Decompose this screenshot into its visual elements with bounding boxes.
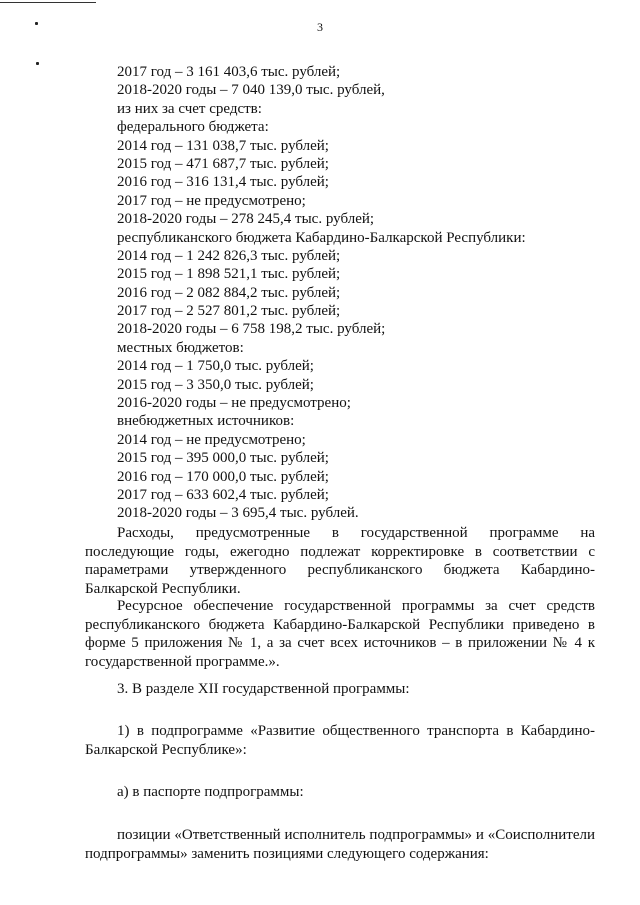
funding-list — [117, 63, 597, 523]
scan-top-line — [0, 2, 96, 3]
scan-mark — [36, 62, 39, 65]
subprogram-paragraph: 1) в подпрограмме «Развитие общественного транспорта в Кабардино-Балкарской Республике»: — [85, 723, 595, 758]
funding-line: из них за счет средств: — [117, 100, 262, 117]
funding-line: 2015 год – 1 898 521,1 тыс. рублей; — [117, 266, 341, 283]
funding-line: местных бюджетов: — [117, 339, 244, 356]
positions-paragraph: позиции «Ответственный исполнитель подпрограммы» и «Соисполнители подпрограммы» заменить позициями следующего содержания: — [85, 827, 595, 862]
expenses-paragraph: Расходы, предусмотренные в государственной программе на последующие годы, ежегодно подлежат корректировке в соответствии с параметрами утвержденного республиканского бюджета Кабардино-Балкарской Республики. — [85, 525, 595, 597]
funding-line: 2016 год – 316 131,4 тыс. рублей; — [117, 174, 329, 191]
funding-line: 2014 год – не предусмотрено; — [117, 431, 306, 448]
page-number: 3 — [317, 20, 323, 34]
funding-line: 2018-2020 годы – 7 040 139,0 тыс. рублей, — [117, 82, 385, 99]
passport-heading: а) в паспорте подпрограммы: — [117, 784, 304, 800]
funding-line: внебюджетных источников: — [117, 413, 295, 430]
funding-line: 2016 год – 2 082 884,2 тыс. рублей; — [117, 284, 341, 301]
funding-line: 2014 год – 131 038,7 тыс. рублей; — [117, 137, 329, 154]
funding-line: 2017 год – не предусмотрено; — [117, 192, 306, 209]
resources-paragraph: Ресурсное обеспечение государственной программы за счет средств республиканского бюджета Кабардино-Балкарской Республики приведено в форме 5 приложения № 1, а за счет всех источников – в приложении № 4 к государственной программе.». — [85, 598, 595, 670]
funding-line: 2014 год – 1 750,0 тыс. рублей; — [117, 358, 314, 375]
funding-line: 2016 год – 170 000,0 тыс. рублей; — [117, 468, 329, 485]
funding-line: федерального бюджета: — [117, 119, 269, 136]
funding-line: 2014 год – 1 242 826,3 тыс. рублей; — [117, 247, 341, 264]
scan-mark — [35, 22, 38, 25]
funding-line: 2018-2020 годы – 278 245,4 тыс. рублей; — [117, 211, 375, 228]
funding-line: 2017 год – 2 527 801,2 тыс. рублей; — [117, 303, 341, 320]
section-heading: 3. В разделе XII государственной программы: — [117, 681, 410, 697]
funding-line: 2017 год – 633 602,4 тыс. рублей; — [117, 486, 329, 503]
funding-line: 2017 год – 3 161 403,6 тыс. рублей; — [117, 64, 341, 80]
funding-line: 2015 год – 471 687,7 тыс. рублей; — [117, 155, 329, 172]
funding-line: 2015 год – 3 350,0 тыс. рублей; — [117, 376, 314, 393]
funding-line: 2018-2020 годы – 6 758 198,2 тыс. рублей; — [117, 321, 386, 338]
funding-line: 2016-2020 годы – не предусмотрено; — [117, 395, 351, 412]
funding-line: 2015 год – 395 000,0 тыс. рублей; — [117, 450, 329, 467]
funding-line: 2018-2020 годы – 3 695,4 тыс. рублей. — [117, 505, 359, 522]
funding-line: республиканского бюджета Кабардино-Балкарской Республики: — [117, 229, 526, 246]
